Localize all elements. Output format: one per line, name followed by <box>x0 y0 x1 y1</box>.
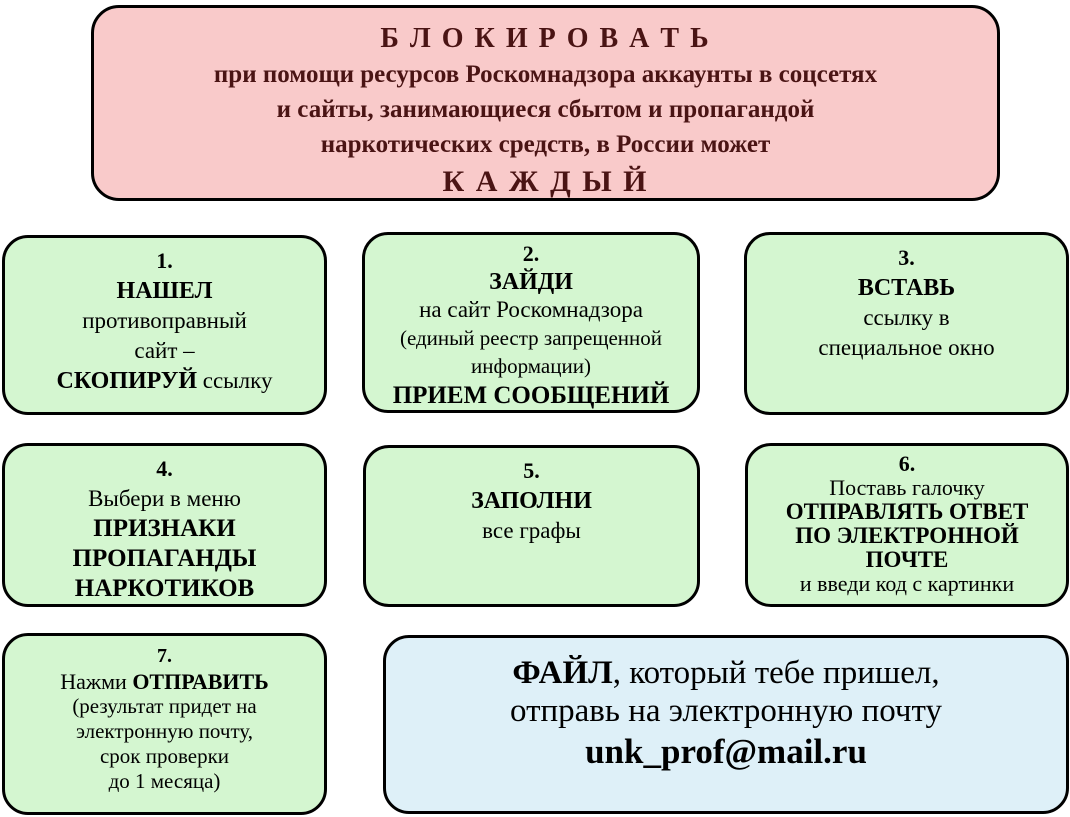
step-6-line-2: и введи код с картинки <box>799 571 1015 596</box>
note-lead-rest: , который тебе пришел, <box>612 655 940 691</box>
step-1-line-3 <box>5 366 324 396</box>
step-box-4 <box>2 443 327 607</box>
step-2-line-3: информации) <box>471 354 591 378</box>
step-5-number: 5. <box>523 458 540 483</box>
step-1-line-1: противоправный <box>82 308 247 333</box>
step-box-1 <box>2 235 327 415</box>
step-7-line-2: электронную почту, <box>75 719 253 743</box>
step-box-3 <box>744 232 1069 415</box>
file-note-box <box>383 635 1069 814</box>
header-title: Б Л О К И Р О В А Т Ь <box>380 23 711 54</box>
note-lead-bold: ФАЙЛ <box>512 655 613 691</box>
note-email: unk_prof@mail.ru <box>585 732 867 771</box>
step-1-bold-word: СКОПИРУЙ <box>56 368 198 394</box>
step-box-6 <box>745 443 1069 607</box>
step-3-number: 3. <box>898 245 915 270</box>
step-2-line-2: (единый реестр запрещенной <box>399 326 663 350</box>
header-box <box>91 5 1000 201</box>
step-7-number: 7. <box>157 645 172 667</box>
step-3-line-1: ссылку в <box>863 305 950 330</box>
header-emphasis: К А Ж Д Ы Й <box>442 165 649 198</box>
step-5-line-1: все графы <box>482 518 581 543</box>
step-7-bold-word: ОТПРАВИТЬ <box>132 669 269 694</box>
step-1-line-2: сайт – <box>134 338 195 363</box>
step-6-number: 6. <box>898 451 916 476</box>
step-1-tail: ссылку <box>197 368 273 393</box>
step-2-footer: ПРИЕМ СООБЩЕНИЙ <box>392 382 670 409</box>
step-4-bold-3: НАРКОТИКОВ <box>74 575 255 602</box>
step-3-line-2: специальное окно <box>818 335 995 360</box>
step-2-number: 2. <box>522 241 540 266</box>
step-6-line-1: Поставь галочку <box>829 475 985 500</box>
header-line-1: при помощи ресурсов Роскомнадзора аккаунты в соцсетях <box>213 61 878 88</box>
step-7-action-line <box>5 669 324 694</box>
step-4-bold-2: ПРОПАГАНДЫ <box>72 545 257 572</box>
step-7-line-3: срок проверки <box>99 744 230 768</box>
header-line-2: и сайты, занимающиеся сбытом и пропагандой <box>276 96 815 123</box>
step-6-bold-1: ОТПРАВЛЯТЬ ОТВЕТ <box>785 499 1029 524</box>
step-1-number: 1. <box>156 248 173 273</box>
step-3-title: ВСТАВЬ <box>857 275 956 301</box>
step-1-title: НАШЕЛ <box>116 278 213 304</box>
step-7-line-4: до 1 месяца) <box>108 769 221 793</box>
step-4-line-1: Выбери в меню <box>88 486 241 511</box>
step-4-number: 4. <box>156 456 173 481</box>
step-box-5 <box>363 445 700 607</box>
step-box-7 <box>2 633 327 815</box>
note-line-1 <box>386 654 1066 692</box>
header-line-3: наркотических средств, в России может <box>320 131 771 158</box>
step-5-title: ЗАПОЛНИ <box>471 488 592 514</box>
step-7-prefix: Нажми <box>60 669 133 694</box>
step-6-bold-3: ПОЧТЕ <box>865 547 949 572</box>
step-box-2 <box>362 232 700 413</box>
step-7-line-1: (результат придет на <box>72 694 257 718</box>
step-6-bold-2: ПО ЭЛЕКТРОННОЙ <box>795 523 1019 548</box>
step-2-line-1: на сайт Роскомнадзора <box>419 297 643 322</box>
step-2-title: ЗАЙДИ <box>489 269 573 295</box>
step-4-bold-1: ПРИЗНАКИ <box>93 515 236 542</box>
note-line-2: отправь на электронную почту <box>510 693 942 729</box>
